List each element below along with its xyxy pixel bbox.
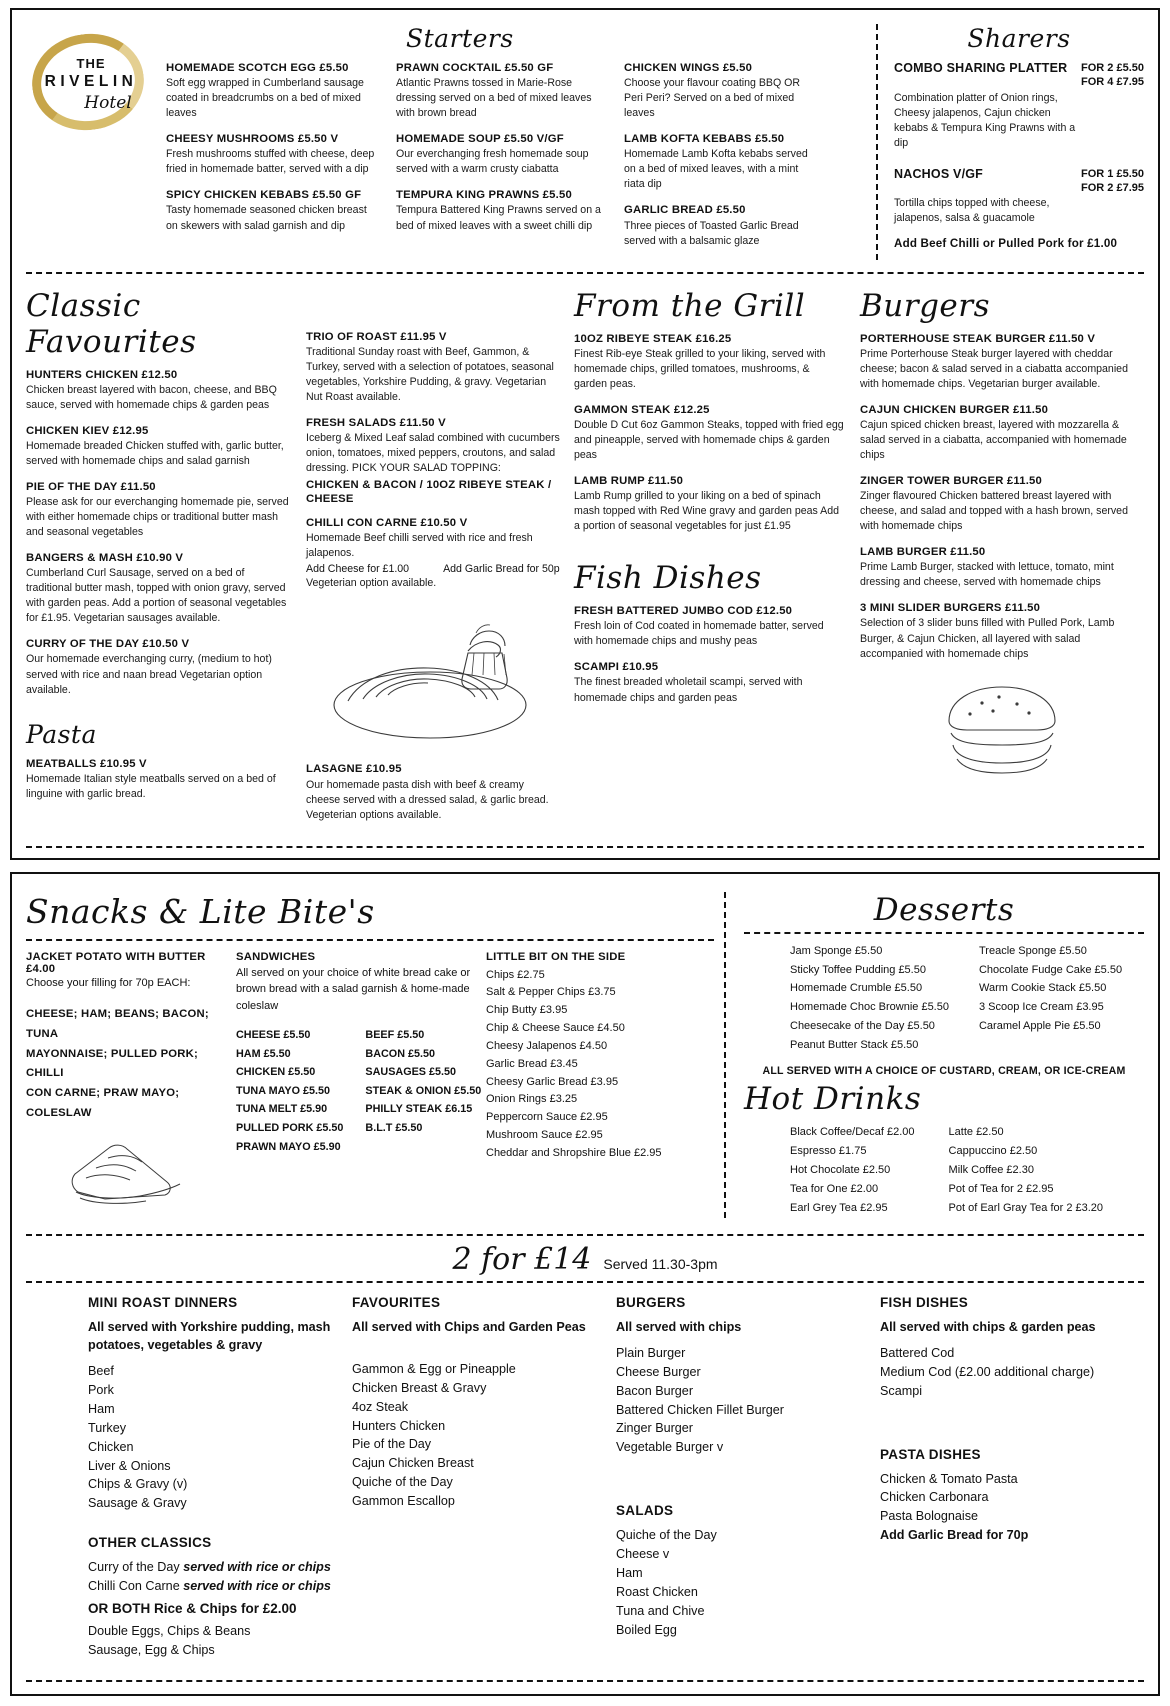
price-block: FOR 2 £5.50 FOR 4 £7.95 (1081, 62, 1144, 89)
jacket-fillings: CHEESE; HAM; BEANS; BACON; TUNA MAYONNAISE; PULLED PORK; CHILLI CON CARNE; PRAW MAYO; COLESLAW (26, 1008, 209, 1119)
menu-item: CAJUN CHICKEN BURGER £11.50 Cajun spiced chicken breast, layered with mozzarella & salad served in a ciabatta, accompanied with homemade chips (860, 403, 1127, 461)
deal-col-favourites: FAVOURITES All served with Chips and Garden Peas Gammon & Egg or Pineapple Chicken Breast & Gravy 4oz Steak Hunters Chicken Pie of the Day Cajun Chicken Breast Quiche of the Day Gammon Escallop (352, 1294, 586, 1509)
menu-item: CHICKEN KIEV £12.95 Homemade breaded Chicken stuffed with, garlic butter, served with homemade chips and salad garnish (26, 424, 284, 467)
desserts-note: ALL SERVED WITH A CHOICE OF CUSTARD, CREAM, OR ICE-CREAM (762, 1065, 1126, 1078)
menu-page (0, 8, 1170, 1696)
classics-title: Classic Favourites (26, 287, 197, 360)
sandwich-illustration (26, 1134, 236, 1212)
starters-col-2 (396, 61, 624, 260)
sandwich-col-b: BEEF £5.50 BACON £5.50 SAUSAGES £5.50 STEAK & ONION £5.50 PHILLY STEAK £6.15 B.L.T £5.50 (365, 1029, 482, 1134)
menu-item: PIE OF THE DAY £11.50 Please ask for our everchanging homemade pie, served with either homemade chips or traditional butter mash and seasonal vegetables (26, 480, 289, 539)
menu-item: HUNTERS CHICKEN £12.50 Chicken breast layered with bacon, cheese, and BBQ sauce, served with homemade chips & garden peas (26, 368, 277, 411)
menu-card-bottom (10, 872, 1160, 1696)
menu-item: FRESH BATTERED JUMBO COD £12.50 Fresh loin of Cod coated in homemade batter, served with homemade chips and mushy peas (574, 605, 824, 648)
menu-card-top (10, 8, 1160, 860)
starters-col-3 (624, 61, 834, 260)
snacks-desserts-row (12, 874, 1158, 1224)
menu-item: CHILLI CON CARNE £10.50 V Homemade Beef chilli served with rice and fresh jalapenos. (306, 517, 533, 560)
menu-item: CHICKEN WINGS £5.50 Choose your flavour coating BBQ OR Peri Peri? Served on a bed of mixed leaves (624, 62, 801, 120)
sandwiches-block: SANDWICHES All served on your choice of white bread cake or brown bread with a salad garnish & home-made coleslaw CHEESE £5.50 HAM £5.50 CHICKEN £5.50 TUNA MAYO £5.50 TUNA MELT £5.90 PULLED PORK £5.50 PRAWN MAYO £5.90 BEEF £5.50 BACON £5.50 SAUSAGES £5.50 STEAK & ONION £5.50 PHILLY STEAK £6.15 B.L.T £5.50 (236, 951, 486, 1212)
menu-item: PORTERHOUSE STEAK BURGER £11.50 V Prime Porterhouse Steak burger layered with cheddar cheese; bacon & salad served in a ciabatta accompanied with homemade chips. Vegetarian burger available. (860, 332, 1128, 390)
burgers-title: Burgers (860, 287, 990, 324)
menu-item: SPICY CHICKEN KEBABS £5.50 GF Tasty homemade seasoned chicken breast on skewers with salad garnish and dip (166, 189, 367, 232)
snacks-title: Snacks & Lite Bite's (26, 891, 375, 931)
starters-section (166, 24, 876, 260)
deal-subtitle: Served 11.30-3pm (603, 1255, 718, 1272)
logo-column (26, 24, 166, 260)
deal-title: 2 for £14 (452, 1241, 592, 1277)
deal-header (12, 1236, 1158, 1281)
grill-fish-column (574, 288, 854, 834)
logo-name: RIVELIN (44, 73, 138, 90)
menu-item: HOMEMADE SOUP £5.50 V/GF Our everchanging fresh homemade soup served with a warm crusty ciabatta (396, 133, 589, 176)
steak-illustration (306, 613, 560, 748)
menu-item: CHEESY MUSHROOMS £5.50 V Fresh mushrooms stuffed with cheese, deep fried in homemade batter, served with a dip (166, 133, 375, 176)
price-block: FOR 1 £5.50 FOR 2 £7.95 (1081, 167, 1144, 195)
menu-item: GARLIC BREAD £5.50 Three pieces of Toasted Garlic Bread served with a balsamic glaze (624, 204, 799, 247)
menu-item: BANGERS & MASH £10.90 V Cumberland Curl Sausage, served on a bed of traditional butter mash, topped with onion gravy, served with garden peas. Add a portion of seasonal vegetables for £1.95. Vegetarian sausages available. (26, 552, 287, 625)
menu-item: PRAWN COCKTAIL £5.50 GF Atlantic Prawns tossed in Marie-Rose dressing served on a bed of mixed leaves with brown bread (396, 62, 592, 120)
menu-item: TEMPURA KING PRAWNS £5.50 Tempura Battered King Prawns served on a bed of mixed leaves with a sweet chilli dip (396, 189, 601, 232)
fish-title: Fish Dishes (574, 560, 762, 597)
starters-col-1 (166, 61, 396, 260)
sharers-addon: Add Beef Chilli or Pulled Pork for £1.00 (894, 237, 1118, 251)
sandwich-col-a: CHEESE £5.50 HAM £5.50 CHICKEN £5.50 TUNA MAYO £5.50 TUNA MELT £5.90 PULLED PORK £5.50 PRAWN MAYO £5.90 (236, 1029, 344, 1153)
deal-item-medium-cod: Medium Cod (£2.00 additional charge) (880, 1364, 1095, 1379)
hotdrinks-col-a: Black Coffee/Decaf £2.00 Espresso £1.75 Hot Chocolate £2.50 Tea for One £2.00 Earl Grey Tea £2.95 (790, 1126, 915, 1214)
menu-item: LAMB RUMP £11.50 Lamb Rump grilled to your liking on a bed of spinach mash topped with Red Wine gravy and garden peas Add a portion of seasonal vegetables for just £1.95 (574, 474, 840, 533)
desserts-col-a: Jam Sponge £5.50 Sticky Toffee Pudding £5.50 Homemade Crumble £5.50 Homemade Choc Brownie £5.50 Cheesecake of the Day £5.50 Peanut Butter Stack £5.50 (790, 944, 949, 1052)
grill-title: From the Grill (574, 287, 806, 324)
menu-item: HOMEMADE SCOTCH EGG £5.50 Soft egg wrapped in Cumberland sausage coated in breadcrumbs on a bed of mixed leaves (166, 62, 364, 120)
menu-item: NACHOS V/GF FOR 1 £5.50 FOR 2 £7.95 Tortilla chips topped with cheese, jalapenos, salsa & guacamole (894, 166, 1144, 225)
menu-item: SCAMPI £10.95 The finest breaded wholetail scampi, served with homemade chips and garden peas (574, 661, 803, 704)
salad-toppings: CHICKEN & BACON / 10OZ RIBEYE STEAK / CHEESE (306, 479, 552, 506)
menu-item: CURRY OF THE DAY £10.50 V Our homemade everchanging curry, (medium to hot) served with rice and naan bread Vegetarian option available. (26, 638, 272, 696)
menu-item: MEATBALLS £10.95 V Homemade Italian style meatballs served on a bed of linguine with garlic bread. (26, 757, 276, 800)
burger-illustration (860, 673, 1144, 781)
menu-item: LASAGNE £10.95 Our homemade pasta dish with beef & creamy cheese served with a dressed salad, & garlic bread. Vegeterian options available. (306, 763, 549, 821)
chilli-addons: Add Cheese for £1.00 Add Garlic Bread for 50p (306, 563, 560, 576)
deal-item: Curry of the Day served with rice or chips (88, 1560, 331, 1575)
deal-item: Chilli Con Carne served with rice or chips (88, 1579, 331, 1594)
desserts-title: Desserts (873, 891, 1015, 928)
menu-item: 3 MINI SLIDER BURGERS £11.50 Selection of 3 slider buns filled with Pulled Pork, Lamb Burger, & Cajun Chicken, all layered with salad accompanied with homemade chips (860, 602, 1115, 660)
jacket-potato-block: JACKET POTATO WITH BUTTER £4.00 Choose your filling for 70p EACH: CHEESE; HAM; BEANS; BACON; TUNA MAYONNAISE; PULLED PORK; CHILLI CON CARNE; PRAW MAYO; COLESLAW (26, 951, 236, 1212)
menu-item: 10OZ RIBEYE STEAK £16.25 Finest Rib-eye Steak grilled to your liking, served with homemade chips, grilled tomatoes, mushrooms, & garden peas. (574, 332, 826, 390)
deal-columns (12, 1283, 1158, 1676)
menu-item: TRIO OF ROAST £11.95 V Traditional Sunday roast with Beef, Gammon, & Turkey, served with a selection of potatoes, seasonal vegetables, Yorkshire Pudding, & gravy. Vegetarian Nut Roast available. (306, 330, 554, 403)
burgers-column (854, 288, 1144, 834)
rivelin-hotel-logo (26, 34, 156, 144)
deal-col-mini-roasts: MINI ROAST DINNERS All served with Yorkshire pudding, mash potatoes, vegetables & gravy Beef Pork Ham Turkey Chicken Liver & Onions Chips & Gravy (v) Sausage & Gravy OTHER CLASSICS Curry of the Day served with rice or chips Chilli Con Carne served with rice or chips OR BOTH Rice & Chips for £2.00 Double Eggs, Chips & Beans Sausage, Egg & Chips (88, 1295, 352, 1660)
menu-item: COMBO SHARING PLATTER FOR 2 £5.50 FOR 4 £7.95 Combination platter of Onion rings, Cheesy jalapenos, Cajun chicken kebabs & Tempura King Prawns with a dip (894, 61, 1144, 149)
pasta-title: Pasta (26, 719, 97, 749)
logo-the: THE (76, 56, 106, 71)
classic-favourites-col-1 (26, 288, 306, 834)
menu-item: LAMB BURGER £11.50 Prime Lamb Burger, stacked with lettuce, tomato, mint dressing and cheese, served with homemade chips (860, 546, 1114, 589)
deal-col-fish: FISH DISHES All served with chips & garden peas Battered Cod Medium Cod (£2.00 additional charge) Scampi PASTA DISHES Chicken & Tomato Pasta Chicken Carbonara Pasta Bolognaise Add Garlic Bread for 70p (880, 1295, 1144, 1660)
menu-item: ZINGER TOWER BURGER £11.50 Zinger flavoured Chicken battered breast layered with cheese, and salad and topped with a hash brown, served with homemade chips (860, 474, 1128, 533)
menu-item: FRESH SALADS £11.50 V Iceberg & Mixed Leaf salad combined with cucumbers onion, tomatoes, mixed peppers, croutons, and salad dressing. PICK YOUR SALAD TOPPING: (306, 416, 560, 474)
menu-item: LAMB KOFTA KEBABS £5.50 Homemade Lamb Kofta kebabs served on a bed of mixed leaves, with a mint riata dip (624, 133, 808, 191)
starters-sharers-row (12, 10, 1158, 266)
classic-favourites-col-2 (306, 288, 574, 834)
snacks-section (26, 892, 724, 1218)
hotdrinks-title: Hot Drinks (744, 1081, 922, 1118)
starters-title: Starters (406, 24, 514, 53)
desserts-section (724, 892, 1144, 1218)
logo-sub: Hotel (84, 93, 132, 113)
deal-col-burgers: BURGERS All served with chips Plain Burger Cheese Burger Bacon Burger Battered Chicken Fillet Burger Zinger Burger Vegetable Burger v SALADS Quiche of the Day Cheese v Ham Roast Chicken Tuna and Chive Boiled Egg (616, 1294, 784, 1637)
menu-item: GAMMON STEAK £12.25 Double D Cut 6oz Gammon Steaks, topped with fried egg and pineapple, served with homemade chips & garden peas (574, 403, 844, 461)
hotdrinks-col-b: Latte £2.50 Cappuccino £2.50 Milk Coffee £2.30 Pot of Tea for 2 £2.95 Pot of Earl Gray Tea for 2 £3.20 (948, 1126, 1104, 1214)
sides-block: LITTLE BIT ON THE SIDE Chips £2.75 Salt & Pepper Chips £3.75 Chip Butty £3.95 Chip & Cheese Sauce £4.50 Cheesy Jalapenos £4.50 Garlic Bread £3.45 Cheesy Garlic Bread £3.95 Onion Rings £3.25 Peppercorn Sauce £2.95 Mushroom Sauce £2.95 Cheddar and Shropshire Blue £2.95 (486, 950, 662, 1159)
sharers-title: Sharers (967, 24, 1071, 53)
mains-section (12, 274, 1158, 846)
sharers-section (876, 24, 1144, 260)
desserts-col-b: Treacle Sponge £5.50 Chocolate Fudge Cake £5.50 Warm Cookie Stack £5.50 3 Scoop Ice Cream £3.95 Caramel Apple Pie £5.50 (978, 944, 1123, 1033)
chilli-veg-note: Vegeterian option available. (306, 577, 437, 590)
